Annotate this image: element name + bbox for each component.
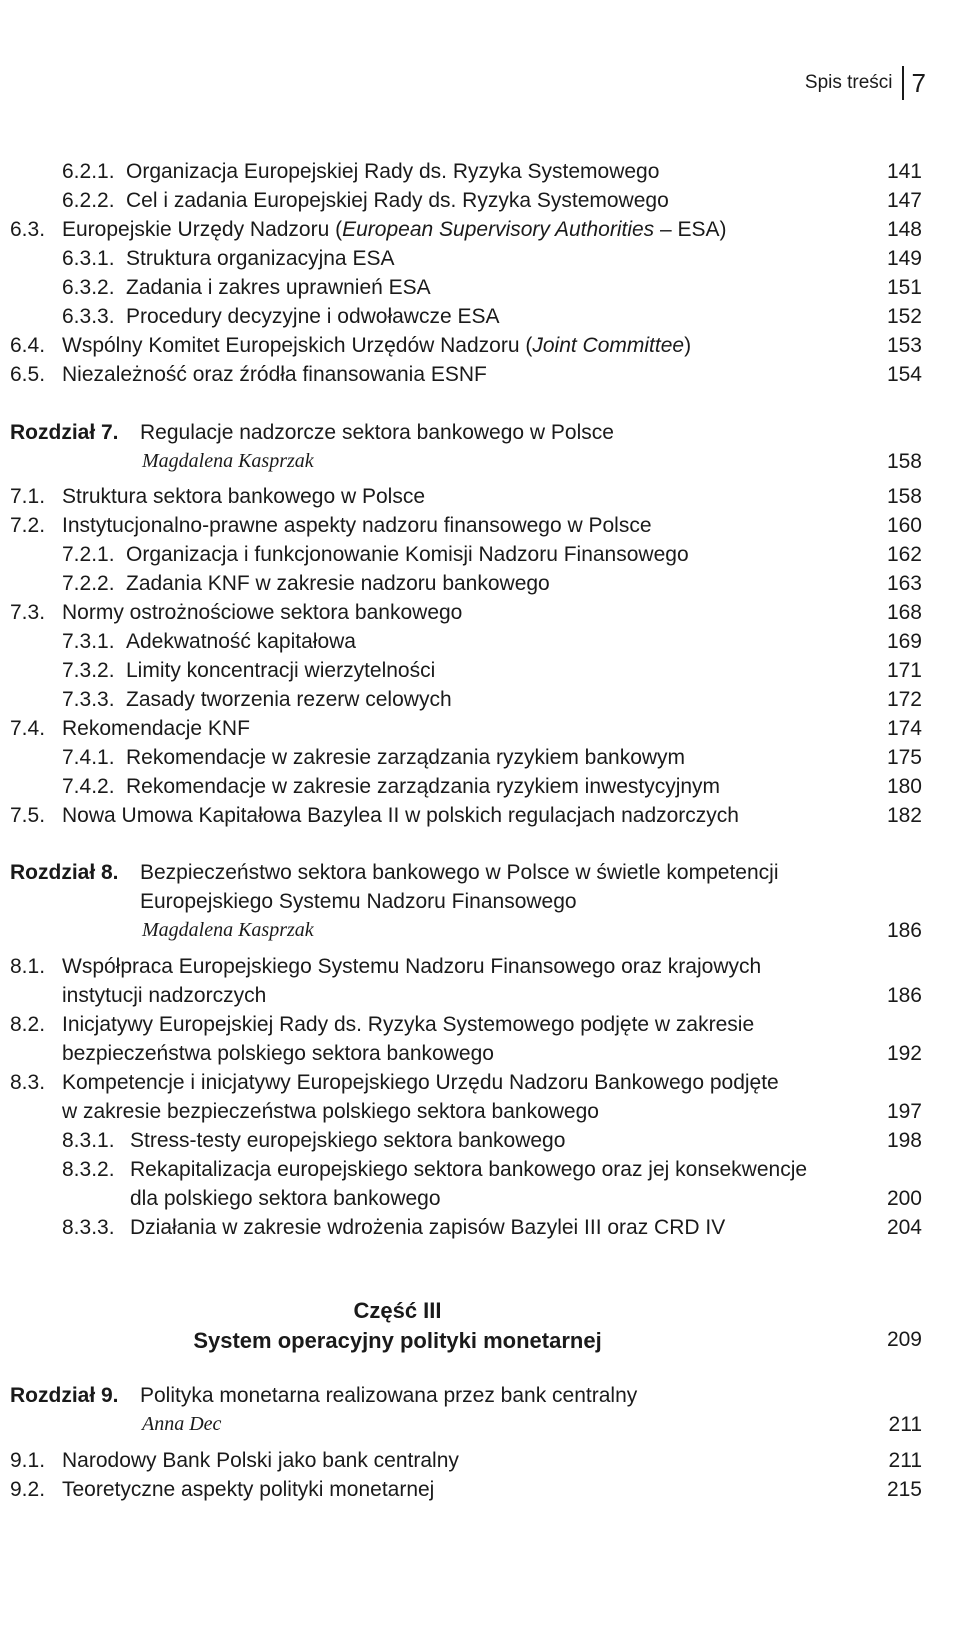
chapter-heading[interactable] xyxy=(0,1384,960,1414)
toc-entry-page: 147 xyxy=(886,189,922,212)
toc-entry-number: 7.2. xyxy=(10,514,46,537)
toc-entry-title: Struktura sektora bankowego w Polsce xyxy=(62,485,426,508)
chapter-title: Europejskiego Systemu Nadzoru Finansowego xyxy=(140,890,577,913)
toc-entry-title: Adekwatność kapitałowa xyxy=(126,630,356,653)
page-number: 7 xyxy=(911,67,926,98)
toc-entry-page: 158 xyxy=(886,450,922,473)
toc-entry-number: 8.3.1. xyxy=(62,1129,115,1152)
toc-entry-continued[interactable] xyxy=(0,984,960,1014)
title-italic-part: Joint Committee xyxy=(532,334,685,357)
toc-entry-title: Rekomendacje w zakresie zarządzania ryzykiem inwestycyjnym xyxy=(126,775,721,798)
toc-entry-title: Niezależność oraz źródła finansowania ESNF xyxy=(62,363,487,386)
title-part: Europejskie Urzędy Nadzoru ( xyxy=(62,218,343,241)
chapter-heading[interactable] xyxy=(0,421,960,451)
toc-entry[interactable] xyxy=(0,543,960,573)
toc-entry[interactable] xyxy=(0,804,960,834)
toc-entry-page: 204 xyxy=(886,1216,922,1239)
title-part: – ESA) xyxy=(654,218,727,241)
part-number: Część III xyxy=(353,1298,442,1323)
toc-entry-number: 6.4. xyxy=(10,334,46,357)
toc-entry-page: 148 xyxy=(886,218,922,241)
toc-entry[interactable] xyxy=(0,276,960,306)
toc-entry[interactable] xyxy=(0,485,960,515)
toc-entry-continued[interactable] xyxy=(0,1100,960,1130)
toc-entry-title: Organizacja i funkcjonowanie Komisji Nadzoru Finansowego xyxy=(126,543,689,566)
toc-entry[interactable] xyxy=(0,717,960,747)
title-part: Wspólny Komitet Europejskich Urzędów Nadzoru ( xyxy=(62,334,533,357)
chapter-number: Rozdział 7. xyxy=(10,421,119,444)
toc-entry-number: 7.3.2. xyxy=(62,659,115,682)
toc-entry-page: 149 xyxy=(886,247,922,270)
toc-entry-title xyxy=(62,218,727,242)
toc-entry-number: 6.2.1. xyxy=(62,160,115,183)
toc-entry-continued[interactable] xyxy=(0,1042,960,1072)
toc-entry-page: 172 xyxy=(886,688,922,711)
toc-entry-page: 163 xyxy=(886,572,922,595)
toc-entry-title: Współpraca Europejskiego Systemu Nadzoru Finansowego oraz krajowych xyxy=(62,955,762,978)
toc-entry-number: 7.2.2. xyxy=(62,572,115,595)
toc-entry[interactable] xyxy=(0,363,960,393)
toc-entry-number: 7.1. xyxy=(10,485,46,508)
toc-entry-page: 211 xyxy=(888,1413,922,1436)
toc-entry-title: Zasady tworzenia rezerw celowych xyxy=(126,688,452,711)
toc-entry[interactable] xyxy=(0,247,960,277)
toc-entry-page: 169 xyxy=(886,630,922,653)
toc-entry-title: Kompetencje i inicjatywy Europejskiego Urzędu Nadzoru Bankowego podjęte xyxy=(62,1071,779,1094)
toc-entry-page: 209 xyxy=(886,1328,922,1351)
toc-entry-page: 182 xyxy=(886,804,922,827)
toc-entry[interactable] xyxy=(0,334,960,364)
part-heading[interactable] xyxy=(0,1328,960,1358)
toc-entry-title: Rekomendacje KNF xyxy=(62,717,250,740)
toc-entry-page: 215 xyxy=(886,1478,922,1501)
chapter-author-row xyxy=(0,1413,960,1443)
toc-entry-title: Rekomendacje w zakresie zarządzania ryzykiem bankowym xyxy=(126,746,686,769)
toc-entry[interactable] xyxy=(0,775,960,805)
toc-entry-number: 8.3.2. xyxy=(62,1158,115,1181)
toc-entry[interactable] xyxy=(0,1013,960,1043)
running-header xyxy=(805,66,926,100)
toc-entry-number: 7.4. xyxy=(10,717,46,740)
toc-entry-number: 7.2.1. xyxy=(62,543,115,566)
toc-entry-title: dla polskiego sektora bankowego xyxy=(130,1187,441,1210)
toc-entry[interactable] xyxy=(0,572,960,602)
toc-entry-page: 211 xyxy=(888,1449,922,1472)
toc-entry-number: 7.5. xyxy=(10,804,46,827)
toc-entry-number: 8.3.3. xyxy=(62,1216,115,1239)
toc-entry-page: 175 xyxy=(886,746,922,769)
title-part: ) xyxy=(684,334,692,357)
toc-entry-title: Stress-testy europejskiego sektora bankowego xyxy=(130,1129,566,1152)
toc-entry-title xyxy=(62,334,691,358)
chapter-number: Rozdział 8. xyxy=(10,861,119,884)
toc-entry[interactable] xyxy=(0,1449,960,1479)
toc-entry-title: w zakresie bezpieczeństwa polskiego sektora bankowego xyxy=(62,1100,599,1123)
toc-entry[interactable] xyxy=(0,1216,960,1246)
toc-entry-number: 6.3.2. xyxy=(62,276,115,299)
toc-entry[interactable] xyxy=(0,1478,960,1508)
title-italic-part: European Supervisory Authorities xyxy=(342,218,655,241)
toc-entry[interactable] xyxy=(0,746,960,776)
toc-entry-page: 151 xyxy=(886,276,922,299)
toc-entry-number: 6.2.2. xyxy=(62,189,115,212)
toc-entry-page: 197 xyxy=(886,1100,922,1123)
toc-entry-number: 7.3.3. xyxy=(62,688,115,711)
toc-entry-title: Zadania KNF w zakresie nadzoru bankowego xyxy=(126,572,550,595)
toc-entry-number: 9.1. xyxy=(10,1449,46,1472)
chapter-number: Rozdział 9. xyxy=(10,1384,119,1407)
toc-entry-page: 174 xyxy=(886,717,922,740)
toc-entry-continued[interactable] xyxy=(0,1187,960,1217)
part-title: System operacyjny polityki monetarnej xyxy=(193,1328,602,1353)
chapter-title-continued xyxy=(0,890,960,920)
toc-entry-page: 198 xyxy=(886,1129,922,1152)
chapter-author-row xyxy=(0,450,960,480)
toc-entry-page: 186 xyxy=(886,919,922,942)
toc-entry-number: 8.3. xyxy=(10,1071,46,1094)
toc-entry[interactable] xyxy=(0,1129,960,1159)
header-divider xyxy=(902,66,904,100)
toc-entry-number: 6.3.1. xyxy=(62,247,115,270)
toc-entry-title: Cel i zadania Europejskiej Rady ds. Ryzyka Systemowego xyxy=(126,189,669,212)
chapter-author: Anna Dec xyxy=(142,1413,222,1435)
toc-entry-page: 152 xyxy=(886,305,922,328)
running-header-title: Spis treści xyxy=(804,72,893,93)
toc-entry-title: Normy ostrożnościowe sektora bankowego xyxy=(62,601,463,624)
toc-entry-number: 7.4.1. xyxy=(62,746,115,769)
toc-entry[interactable] xyxy=(0,305,960,335)
toc-entry-page: 158 xyxy=(886,485,922,508)
toc-entry-page: 141 xyxy=(886,160,922,183)
toc-entry-number: 8.2. xyxy=(10,1013,46,1036)
toc-entry[interactable] xyxy=(0,160,960,190)
toc-entry-title: Nowa Umowa Kapitałowa Bazylea II w polskich regulacjach nadzorczych xyxy=(62,804,739,827)
toc-entry[interactable] xyxy=(0,1071,960,1101)
toc-entry[interactable] xyxy=(0,630,960,660)
toc-entry-page: 154 xyxy=(886,363,922,386)
toc-entry[interactable] xyxy=(0,955,960,985)
toc-entry-number: 7.4.2. xyxy=(62,775,115,798)
chapter-author-row xyxy=(0,919,960,949)
chapter-title: Bezpieczeństwo sektora bankowego w Polsce w świetle kompetencji xyxy=(140,861,779,884)
toc-entry-number: 7.3. xyxy=(10,601,46,624)
toc-entry[interactable] xyxy=(0,688,960,718)
chapter-title: Regulacje nadzorcze sektora bankowego w Polsce xyxy=(140,421,614,444)
toc-entry-title: Inicjatywy Europejskiej Rady ds. Ryzyka Systemowego podjęte w zakresie xyxy=(62,1013,755,1036)
toc-entry[interactable] xyxy=(0,218,960,248)
toc-entry-number: 9.2. xyxy=(10,1478,46,1501)
chapter-heading[interactable] xyxy=(0,861,960,891)
toc-entry-title: Zadania i zakres uprawnień ESA xyxy=(126,276,431,299)
toc-entry-number: 6.3. xyxy=(10,218,46,241)
chapter-author: Magdalena Kasprzak xyxy=(142,919,314,941)
toc-entry[interactable] xyxy=(0,1158,960,1188)
toc-entry-page: 180 xyxy=(886,775,922,798)
toc-entry-title: Struktura organizacyjna ESA xyxy=(126,247,395,270)
toc-entry-page: 200 xyxy=(886,1187,922,1210)
toc-entry-number: 7.3.1. xyxy=(62,630,115,653)
toc-entry-page: 153 xyxy=(886,334,922,357)
toc-entry-number: 8.1. xyxy=(10,955,46,978)
toc-entry-page: 162 xyxy=(886,543,922,566)
toc-entry-title: bezpieczeństwa polskiego sektora bankowego xyxy=(62,1042,494,1065)
toc-entry-page: 171 xyxy=(886,659,922,682)
toc-entry-number: 6.5. xyxy=(10,363,46,386)
toc-entry-number: 6.3.3. xyxy=(62,305,115,328)
toc-entry[interactable] xyxy=(0,601,960,631)
toc-entry-title: Teoretyczne aspekty polityki monetarnej xyxy=(62,1478,435,1501)
toc-entry-title: Organizacja Europejskiej Rady ds. Ryzyka Systemowego xyxy=(126,160,660,183)
toc-entry-title: Procedury decyzyjne i odwoławcze ESA xyxy=(126,305,500,328)
toc-entry-page: 160 xyxy=(886,514,922,537)
toc-entry-title: instytucji nadzorczych xyxy=(62,984,267,1007)
toc-entry-title: Narodowy Bank Polski jako bank centralny xyxy=(62,1449,459,1472)
chapter-title: Polityka monetarna realizowana przez bank centralny xyxy=(140,1384,638,1407)
toc-entry[interactable] xyxy=(0,659,960,689)
toc-entry-title: Instytucjonalno-prawne aspekty nadzoru finansowego w Polsce xyxy=(62,514,652,537)
toc-entry-page: 192 xyxy=(886,1042,922,1065)
toc-entry-title: Działania w zakresie wdrożenia zapisów Bazylei III oraz CRD IV xyxy=(130,1216,726,1239)
toc-entry[interactable] xyxy=(0,189,960,219)
toc-entry-title: Limity koncentracji wierzytelności xyxy=(126,659,436,682)
toc-entry-title: Rekapitalizacja europejskiego sektora bankowego oraz jej konsekwencje xyxy=(130,1158,808,1181)
chapter-author: Magdalena Kasprzak xyxy=(142,450,314,472)
toc-entry-page: 168 xyxy=(886,601,922,624)
toc-entry-page: 186 xyxy=(886,984,922,1007)
toc-entry[interactable] xyxy=(0,514,960,544)
